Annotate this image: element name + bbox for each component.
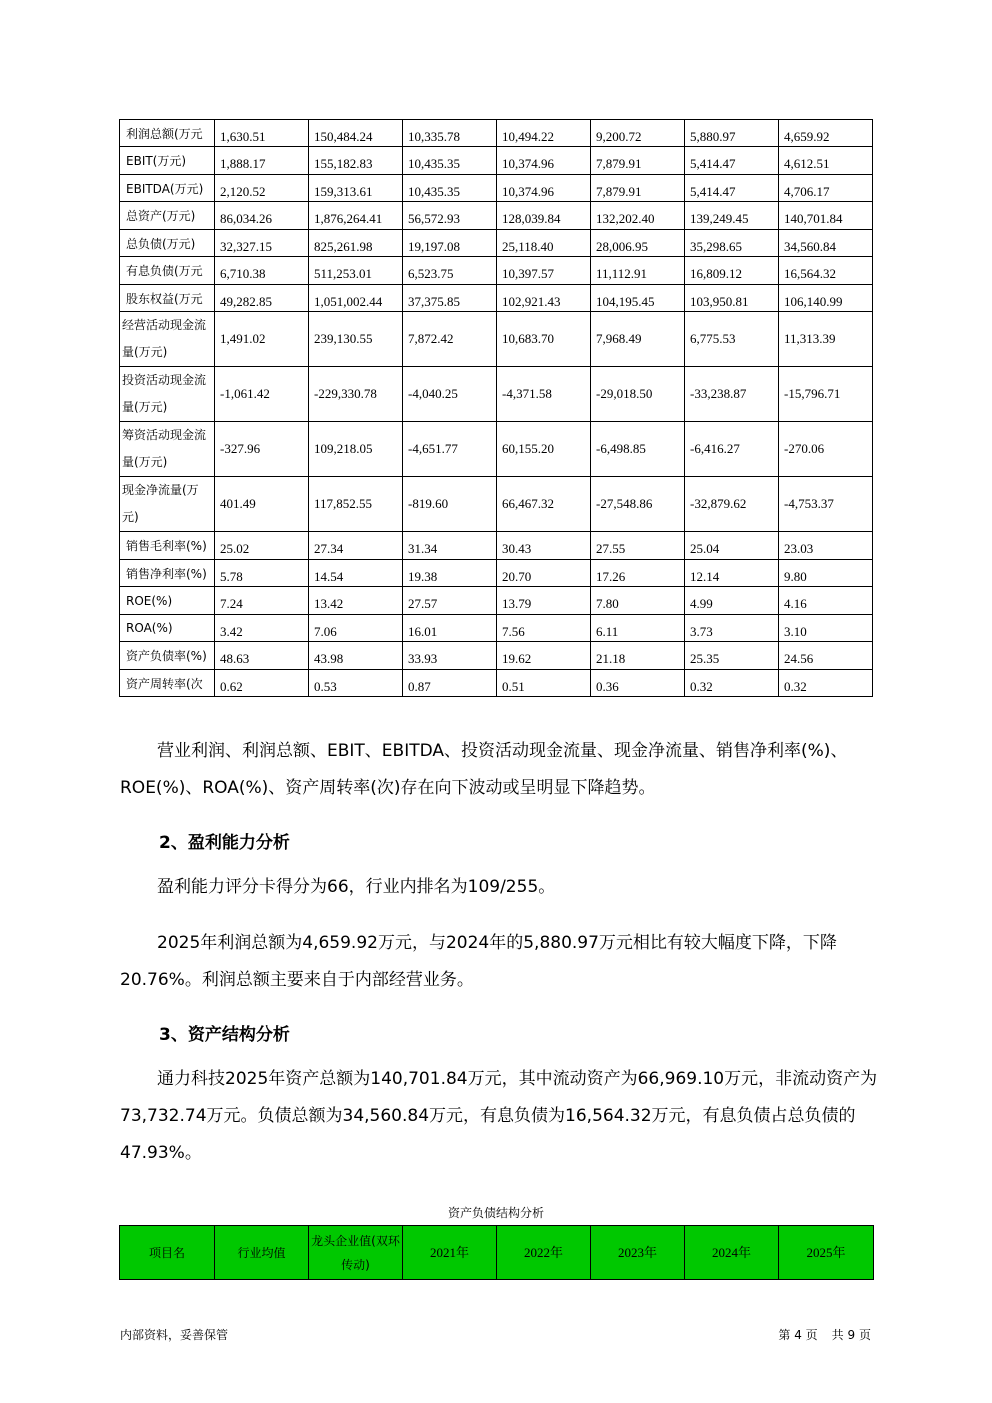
metric-value: 139,249.45 [685,202,779,230]
metric-value: 3.10 [779,615,873,642]
metric-value: 7.06 [309,615,403,642]
metric-value: 12.14 [685,560,779,587]
metric-value: 6,710.38 [215,257,309,285]
metric-row [120,120,873,147]
balance-structure-table [119,1225,874,1280]
metric-value: -15,796.71 [779,367,873,422]
header-2022: 2022年 [497,1226,591,1280]
metric-value: 7.56 [497,615,591,642]
metric-row [120,147,873,175]
metric-value: -32,879.62 [685,477,779,532]
metric-value: -1,061.42 [215,367,309,422]
metric-value: 7.80 [591,587,685,615]
metric-value: 102,921.43 [497,285,591,312]
metric-value: 21.18 [591,642,685,670]
metric-value: -327.96 [215,422,309,477]
metric-value: 35,298.65 [685,230,779,257]
header-item-name: 项目名 [120,1226,215,1280]
metric-value: 25.04 [685,532,779,560]
metric-value: 56,572.93 [403,202,497,230]
metric-value: 27.34 [309,532,403,560]
metric-value: 5,414.47 [685,147,779,175]
metric-value: 4.16 [779,587,873,615]
header-leader-value: 龙头企业值(双环传动) [309,1226,403,1280]
metric-value: 11,313.39 [779,312,873,367]
total-pages: 9 [847,1328,856,1342]
metric-value: 132,202.40 [591,202,685,230]
trend-text: 营业利润、利润总额、EBIT、EBITDA、投资活动现金流量、现金净流量、销售净利率(%)、ROE(%)、ROA(%)、资产周转率(次)存在向下波动或呈明显下降趋势。 [120,741,848,798]
metric-value: 60,155.20 [497,422,591,477]
footer-confidential: 内部资料，妥善保管 [120,1328,229,1342]
metric-value: 825,261.98 [309,230,403,257]
metric-value: 19,197.08 [403,230,497,257]
metric-value: 4,659.92 [779,120,873,147]
metric-value: 27.57 [403,587,497,615]
metric-value: -229,330.78 [309,367,403,422]
metric-row [120,615,873,642]
metric-value: 6,775.53 [685,312,779,367]
metric-value: 128,039.84 [497,202,591,230]
metric-value: 16.01 [403,615,497,642]
metric-value: 3.42 [215,615,309,642]
metric-value: 0.36 [591,670,685,697]
metric-value: 117,852.55 [309,477,403,532]
financial-metrics-table [119,119,873,697]
metric-value: 0.87 [403,670,497,697]
metric-value: 11,112.91 [591,257,685,285]
metric-value: 7,968.49 [591,312,685,367]
page-label: 第 [778,1328,791,1342]
metric-value: 1,888.17 [215,147,309,175]
metric-value: 10,435.35 [403,147,497,175]
metric-value: 13.79 [497,587,591,615]
footer-page-info [778,1326,871,1343]
metric-value: 2,120.52 [215,175,309,202]
metric-row [120,257,873,285]
metric-value: 28,006.95 [591,230,685,257]
metric-label: ROE(%) [120,587,215,615]
page-number: 4 [794,1328,802,1342]
balance-table-caption: 资产负债结构分析 [447,1206,544,1220]
metric-value: 20.70 [497,560,591,587]
metric-value: 1,630.51 [215,120,309,147]
metric-value: 17.26 [591,560,685,587]
metric-value: 159,313.61 [309,175,403,202]
profit-score-text: 盈利能力评分卡得分为66，行业内排名为109/255。 [157,877,556,897]
metric-value: -27,548.86 [591,477,685,532]
metric-label: 销售毛利率(%) [120,532,215,560]
header-industry-avg: 行业均值 [215,1226,309,1280]
metric-value: 31.34 [403,532,497,560]
metric-value: 155,182.83 [309,147,403,175]
metric-row [120,175,873,202]
metric-value: 32,327.15 [215,230,309,257]
metric-label: 有息负债(万元 [120,257,215,285]
metric-value: 25,118.40 [497,230,591,257]
metric-row [120,202,873,230]
metric-value: 25.35 [685,642,779,670]
metric-value: 7,872.42 [403,312,497,367]
page-unit: 页 [805,1328,818,1342]
metric-label: 利润总额(万元 [120,120,215,147]
metric-value: 5,414.47 [685,175,779,202]
metric-label: 总负债(万元) [120,230,215,257]
total-unit: 页 [858,1328,871,1342]
metric-value: 10,374.96 [497,175,591,202]
metric-value: 140,701.84 [779,202,873,230]
metric-row [120,285,873,312]
metric-value: 7.24 [215,587,309,615]
metric-value: 49,282.85 [215,285,309,312]
header-2024: 2024年 [685,1226,779,1280]
metric-value: 1,051,002.44 [309,285,403,312]
metric-value: 66,467.32 [497,477,591,532]
metric-value: 5.78 [215,560,309,587]
total-label: 共 [831,1328,844,1342]
metric-label: 股东权益(万元 [120,285,215,312]
profit-heading: 2、盈利能力分析 [159,833,290,853]
metric-value: 109,218.05 [309,422,403,477]
metric-value: 10,494.22 [497,120,591,147]
metric-label: 资产负债率(%) [120,642,215,670]
metric-value: 13.42 [309,587,403,615]
profit-detail-text: 2025年利润总额为4,659.92万元，与2024年的5,880.97万元相比有较大幅度下降，下降20.76%。利润总额主要来自于内部经营业务。 [120,933,837,990]
metric-row [120,422,873,477]
metric-value: 150,484.24 [309,120,403,147]
metric-value: -33,238.87 [685,367,779,422]
profit-detail-paragraph [120,925,895,999]
profit-score-paragraph [120,869,895,906]
metric-value: 106,140.99 [779,285,873,312]
metric-label: 总资产(万元) [120,202,215,230]
metric-value: -4,040.25 [403,367,497,422]
metric-value: 7,879.91 [591,147,685,175]
metric-row [120,230,873,257]
metric-label: 经营活动现金流量(万元) [120,312,215,367]
metric-label: 筹资活动现金流量(万元) [120,422,215,477]
metric-value: 6.11 [591,615,685,642]
metric-label: EBITDA(万元) [120,175,215,202]
metric-row [120,367,873,422]
metric-value: 4.99 [685,587,779,615]
metric-label: 投资活动现金流量(万元) [120,367,215,422]
metric-row [120,670,873,697]
header-2023: 2023年 [591,1226,685,1280]
metric-value: 239,130.55 [309,312,403,367]
asset-detail-text: 通力科技2025年资产总额为140,701.84万元，其中流动资产为66,969.10万元，非流动资产为73,732.74万元。负债总额为34,560.84万元，有息负债为16,564.32万元，有息负债占总负债的47.93%。 [120,1069,878,1163]
metric-value: 24.56 [779,642,873,670]
metric-row [120,642,873,670]
metric-row [120,477,873,532]
metric-value: 43.98 [309,642,403,670]
metric-row [120,532,873,560]
metric-label: ROA(%) [120,615,215,642]
metric-value: 27.55 [591,532,685,560]
asset-heading: 3、资产结构分析 [159,1025,290,1045]
metric-value: 30.43 [497,532,591,560]
metric-value: 10,335.78 [403,120,497,147]
metric-label: 销售净利率(%) [120,560,215,587]
metric-value: -29,018.50 [591,367,685,422]
metric-value: 10,435.35 [403,175,497,202]
metric-value: -4,371.58 [497,367,591,422]
metric-value: 10,683.70 [497,312,591,367]
metric-value: 10,374.96 [497,147,591,175]
metric-value: 104,195.45 [591,285,685,312]
trend-paragraph [120,733,895,807]
metric-value: 34,560.84 [779,230,873,257]
metric-value: 9.80 [779,560,873,587]
metric-value: -4,651.77 [403,422,497,477]
metric-value: 86,034.26 [215,202,309,230]
header-2025: 2025年 [779,1226,874,1280]
metric-value: -270.06 [779,422,873,477]
metric-value: 25.02 [215,532,309,560]
metric-value: 23.03 [779,532,873,560]
metric-value: 10,397.57 [497,257,591,285]
metric-value: 5,880.97 [685,120,779,147]
metric-label: 现金净流量(万元) [120,477,215,532]
balance-header-row [120,1226,874,1280]
metric-value: 6,523.75 [403,257,497,285]
metric-row [120,560,873,587]
metric-value: 0.51 [497,670,591,697]
metric-value: 14.54 [309,560,403,587]
header-2021: 2021年 [403,1226,497,1280]
metric-value: 0.53 [309,670,403,697]
metric-value: 16,809.12 [685,257,779,285]
metric-value: 4,706.17 [779,175,873,202]
metric-value: 401.49 [215,477,309,532]
metric-value: 19.38 [403,560,497,587]
metric-value: 9,200.72 [591,120,685,147]
metric-value: 0.32 [685,670,779,697]
metric-label: 资产周转率(次 [120,670,215,697]
metric-value: 16,564.32 [779,257,873,285]
metric-value: 3.73 [685,615,779,642]
metric-value: -819.60 [403,477,497,532]
metric-value: -6,498.85 [591,422,685,477]
metric-value: 103,950.81 [685,285,779,312]
metric-value: 37,375.85 [403,285,497,312]
metric-label: EBIT(万元) [120,147,215,175]
metric-value: 0.62 [215,670,309,697]
metric-value: 1,876,264.41 [309,202,403,230]
metric-row [120,587,873,615]
metric-value: 48.63 [215,642,309,670]
metric-value: 33.93 [403,642,497,670]
metric-row [120,312,873,367]
metric-value: -6,416.27 [685,422,779,477]
asset-detail-paragraph [120,1061,895,1172]
metric-value: 511,253.01 [309,257,403,285]
metric-value: 7,879.91 [591,175,685,202]
metric-value: -4,753.37 [779,477,873,532]
metric-value: 19.62 [497,642,591,670]
metric-value: 1,491.02 [215,312,309,367]
metric-value: 0.32 [779,670,873,697]
metric-value: 4,612.51 [779,147,873,175]
